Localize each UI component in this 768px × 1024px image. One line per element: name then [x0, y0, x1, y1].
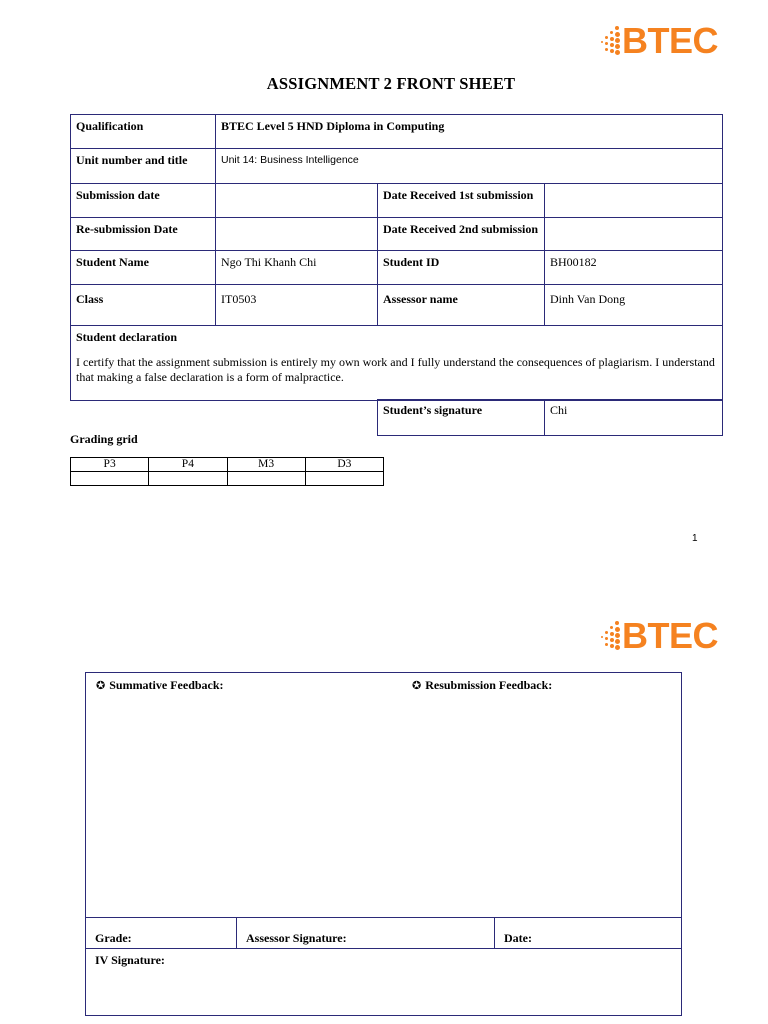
summative-feedback-heading [96, 678, 224, 693]
signature-value[interactable]: Chi [545, 400, 723, 436]
grade-column-header: P4 [149, 458, 227, 472]
resubmission-date-value[interactable] [216, 218, 378, 251]
grade-cell[interactable] [227, 472, 305, 486]
student-name-value[interactable]: Ngo Thi Khanh Chi [216, 251, 378, 285]
logo-dots-icon [601, 620, 621, 652]
btec-logo [601, 615, 718, 657]
assessor-label: Assessor name [378, 285, 545, 326]
divider [494, 917, 495, 948]
front-sheet-table [70, 114, 723, 401]
grade-label: Grade: [95, 931, 132, 945]
logo-dots-icon [601, 25, 621, 57]
btec-logo [601, 20, 718, 62]
gear-bullet-icon: ✪ [412, 679, 422, 692]
resubmission-date-label: Re-submission Date [71, 218, 216, 251]
received-2nd-value[interactable] [545, 218, 723, 251]
divider [236, 917, 237, 948]
unit-value: Unit 14: Business Intelligence [216, 149, 723, 184]
grade-cell[interactable] [305, 472, 383, 486]
logo-text: BTEC [622, 20, 718, 61]
page-title: ASSIGNMENT 2 FRONT SHEET [266, 74, 516, 93]
submission-date-label: Submission date [71, 184, 216, 218]
grading-grid [70, 457, 384, 486]
declaration-title: Student declaration [76, 330, 178, 344]
resubmission-feedback-label: Resubmission Feedback: [425, 678, 553, 692]
page-number: 1 [692, 533, 698, 544]
student-id-label: Student ID [378, 251, 545, 285]
grade-cell[interactable] [149, 472, 227, 486]
student-name-label: Student Name [71, 251, 216, 285]
iv-signature-label: IV Signature: [95, 953, 165, 967]
summative-feedback-label: Summative Feedback: [109, 678, 224, 692]
grade-column-header: P3 [71, 458, 149, 472]
divider [86, 948, 681, 949]
grade-column-header: M3 [227, 458, 305, 472]
qualification-label: Qualification [71, 115, 216, 149]
signature-label: Student’s signature [378, 400, 545, 436]
unit-label: Unit number and title [71, 149, 216, 184]
qualification-value: BTEC Level 5 HND Diploma in Computing [216, 115, 723, 149]
assessor-signature-label: Assessor Signature: [246, 931, 347, 945]
submission-date-value[interactable] [216, 184, 378, 218]
received-1st-label: Date Received 1st submission [378, 184, 545, 218]
received-1st-value[interactable] [545, 184, 723, 218]
grade-cell[interactable] [71, 472, 149, 486]
declaration-text: I certify that the assignment submission is entirely my own work and I fully understand the consequences of plagiarism. I understand that making a false declaration is a form of malpractice. [76, 355, 715, 384]
class-value[interactable]: IT0503 [216, 285, 378, 326]
class-label: Class [71, 285, 216, 326]
date-label: Date: [504, 931, 532, 945]
grade-column-header: D3 [305, 458, 383, 472]
student-declaration [71, 326, 723, 401]
student-id-value[interactable]: BH00182 [545, 251, 723, 285]
divider [86, 917, 681, 918]
gear-bullet-icon: ✪ [96, 679, 106, 692]
received-2nd-label: Date Received 2nd submission [378, 218, 545, 251]
signature-table [377, 399, 723, 436]
logo-text: BTEC [622, 615, 718, 656]
resubmission-feedback-heading [412, 678, 552, 693]
grading-grid-label: Grading grid [70, 432, 138, 446]
assessor-value[interactable]: Dinh Van Dong [545, 285, 723, 326]
feedback-box [85, 672, 682, 1016]
